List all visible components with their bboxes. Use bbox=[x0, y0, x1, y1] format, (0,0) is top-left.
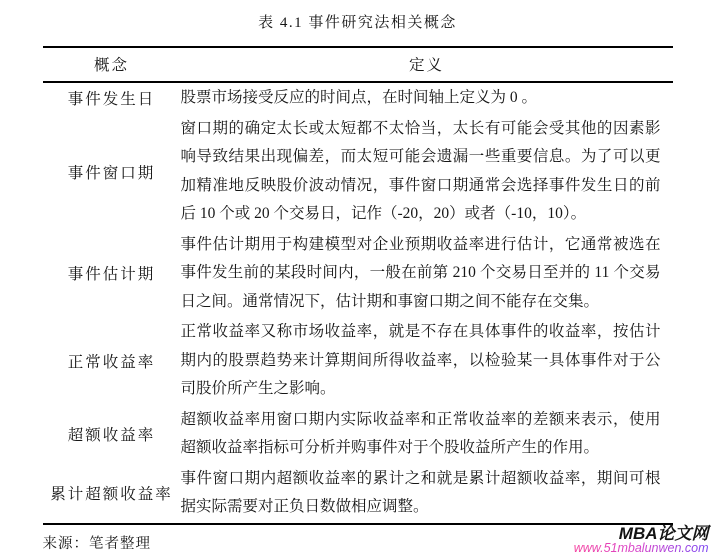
table-title: 表 4.1 事件研究法相关概念 bbox=[0, 0, 715, 32]
concept-cell: 事件窗口期 bbox=[43, 114, 181, 230]
concept-table bbox=[43, 46, 673, 525]
table-header bbox=[43, 47, 673, 82]
table-row bbox=[43, 82, 673, 114]
table-row bbox=[43, 405, 673, 464]
definition-cell: 窗口期的确定太长或太短都不太恰当，太长有可能会受其他的因素影响导致结果出现偏差，而太短可能会遗漏一些重要信息。为了可以更加精准地反映股价波动情况，事件窗口期通常会选择事件发生日的前后 10 个或 20 个交易日，记作（-20，20）或者（-10，10）。 bbox=[181, 114, 673, 230]
watermark-site-url: www.51mbalunwen.com bbox=[574, 542, 709, 555]
definition-cell: 正常收益率又称市场收益率，就是不存在具体事件的收益率，按估计期内的股票趋势来计算期间所得收益率，以检验某一具体事件对于公司股价所产生之影响。 bbox=[181, 317, 673, 405]
table-row bbox=[43, 230, 673, 318]
watermark bbox=[574, 525, 709, 555]
source-note: 来源：笔者整理 bbox=[43, 525, 673, 553]
table-header-row bbox=[43, 47, 673, 82]
table-row bbox=[43, 464, 673, 524]
concept-cell: 事件估计期 bbox=[43, 230, 181, 318]
definition-cell: 事件窗口期内超额收益率的累计之和就是累计超额收益率，期间可根据实际需要对正负日数做相应调整。 bbox=[181, 464, 673, 524]
watermark-site-name: MBA论文网 bbox=[574, 525, 709, 543]
concept-cell: 累计超额收益率 bbox=[43, 464, 181, 524]
concept-cell: 超额收益率 bbox=[43, 405, 181, 464]
concept-cell: 事件发生日 bbox=[43, 82, 181, 114]
definition-cell: 超额收益率用窗口期内实际收益率和正常收益率的差额来表示，使用超额收益率指标可分析并购事件对于个股收益所产生的作用。 bbox=[181, 405, 673, 464]
concept-cell: 正常收益率 bbox=[43, 317, 181, 405]
header-concept: 概念 bbox=[43, 47, 181, 82]
table-row bbox=[43, 317, 673, 405]
header-definition: 定义 bbox=[181, 47, 673, 82]
footer-row bbox=[43, 525, 673, 553]
table-row bbox=[43, 114, 673, 230]
definition-cell: 股票市场接受反应的时间点，在时间轴上定义为 0 。 bbox=[181, 82, 673, 114]
definition-cell: 事件估计期用于构建模型对企业预期收益率进行估计，它通常被选在事件发生前的某段时间内，一般在前第 210 个交易日至并的 11 个交易日之间。通常情况下，估计期和事窗口期之间不能存在交集。 bbox=[181, 230, 673, 318]
table-body bbox=[43, 82, 673, 524]
